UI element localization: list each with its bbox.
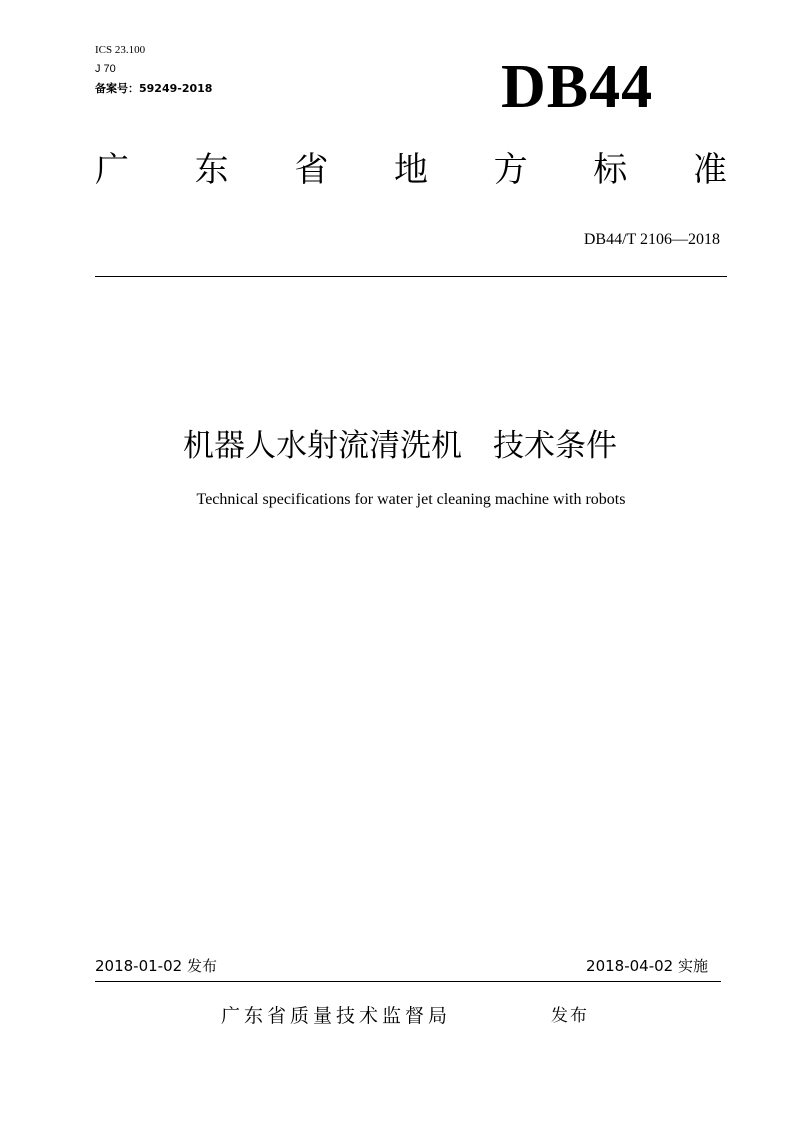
standard-type-heading: [95, 148, 727, 192]
bottom-divider: [95, 981, 721, 982]
implementation-date: 2018-04-02 实施: [586, 957, 708, 975]
document-title-chinese: 机器人水射流清洗机 技术条件: [183, 428, 617, 464]
standard-type-char: 方: [493, 150, 528, 190]
standard-type-char: 标: [593, 150, 628, 190]
standard-type-char: 广: [95, 150, 129, 190]
document-title-english: Technical specifications for water jet cleaning machine with robots: [196, 491, 626, 508]
classification-code: J 70: [95, 63, 116, 75]
standard-type-char: 东: [194, 150, 229, 190]
standard-number: DB44/T 2106—2018: [583, 231, 720, 248]
issuing-label: 发布: [551, 1006, 589, 1026]
ics-code: ICS 23.100: [95, 44, 146, 56]
standard-type-char: 准: [692, 150, 727, 190]
record-number: 备案号：59249-2018: [95, 82, 213, 95]
standard-logo: DB44: [501, 53, 654, 121]
standard-type-char: 地: [393, 150, 428, 190]
top-divider: [95, 276, 727, 277]
publish-date: 2018-01-02 发布: [95, 957, 217, 975]
standard-type-char: 省: [294, 150, 329, 190]
issuing-authority: 广东省质量技术监督局: [221, 1005, 452, 1027]
